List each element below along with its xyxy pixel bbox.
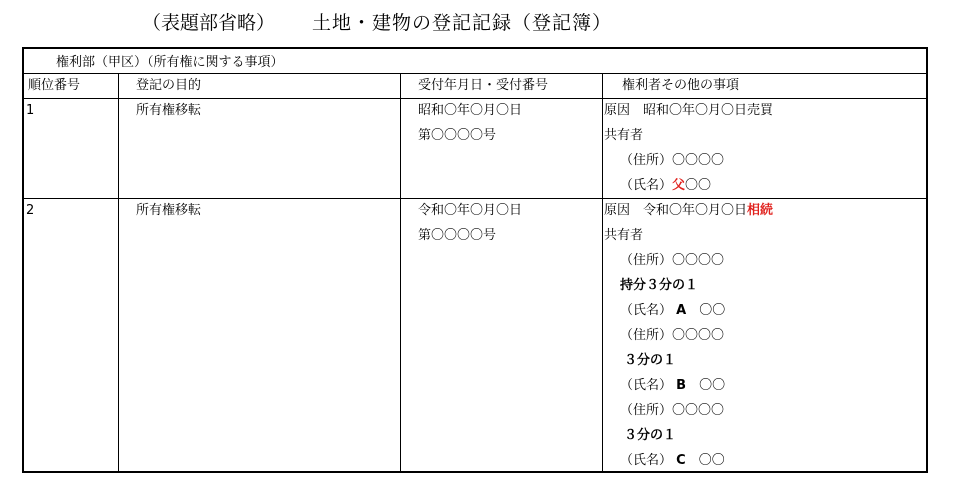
row2-co-owners: 共有者 [604, 228, 644, 243]
section-title: 権利部（甲区）（所有権に関する事項） [56, 55, 284, 70]
col-divider-1 [118, 73, 119, 471]
row2-name-2-label: （氏名） [620, 378, 673, 393]
row2-share-1: 持分３分の１ [620, 278, 699, 293]
row2-holder [604, 198, 773, 473]
row2-cause [604, 198, 773, 223]
row2-receipt-no: 第〇〇〇〇号 [418, 228, 497, 243]
row2-order: 2 [26, 203, 35, 218]
col-divider-2 [400, 73, 401, 471]
row1-name-red: 父 [672, 178, 686, 193]
row2-cause-red: 相続 [747, 203, 774, 218]
row2-receipt [418, 198, 522, 248]
row2-name-2-bold: B [676, 378, 687, 393]
row1-holder [604, 98, 773, 198]
row1-order: 1 [26, 103, 35, 118]
page-title: 土地・建物の登記記録（登記簿） [312, 12, 613, 34]
row1-name [604, 173, 773, 198]
row1-address: （住所）〇〇〇〇 [620, 153, 725, 168]
row2-name-3-label: （氏名） [620, 453, 673, 468]
column-header-holder: 権利者その他の事項 [622, 78, 740, 93]
row2-name-1-rest: 〇〇 [699, 303, 726, 318]
row1-name-rest: 〇〇 [685, 178, 712, 193]
row2-address-3: （住所）〇〇〇〇 [620, 403, 725, 418]
header-note: （表題部省略） [142, 12, 276, 34]
row2-name-2-rest: 〇〇 [699, 378, 726, 393]
row1-co-owners: 共有者 [604, 128, 644, 143]
registry-table [22, 47, 928, 473]
row1-cause: 原因 昭和〇年〇月〇日売買 [604, 103, 774, 118]
row1-receipt-date: 昭和〇年〇月〇日 [418, 103, 523, 118]
row2-name-3-rest: 〇〇 [698, 453, 725, 468]
row2-address-1: （住所）〇〇〇〇 [620, 253, 725, 268]
row2-name-2 [604, 373, 773, 398]
row2-name-1-label: （氏名） [620, 303, 673, 318]
column-header-order: 順位番号 [28, 78, 81, 93]
row2-name-1-bold: A [676, 303, 687, 318]
row2-name-3-bold: C [676, 453, 686, 468]
column-header-purpose: 登記の目的 [136, 78, 202, 93]
row1-purpose: 所有権移転 [136, 103, 202, 118]
row1-receipt [418, 98, 522, 148]
row2-address-2: （住所）〇〇〇〇 [620, 328, 725, 343]
row2-name-3 [604, 448, 773, 473]
row2-cause-prefix: 原因 令和〇年〇月〇日 [604, 203, 748, 218]
row2-receipt-date: 令和〇年〇月〇日 [418, 203, 523, 218]
row2-purpose: 所有権移転 [136, 203, 202, 218]
row2-name-1 [604, 298, 773, 323]
col-divider-3 [602, 73, 603, 471]
row1-name-label: （氏名） [620, 178, 673, 193]
row2-share-2: ３分の１ [624, 353, 677, 368]
row1-receipt-no: 第〇〇〇〇号 [418, 128, 497, 143]
column-header-receipt: 受付年月日・受付番号 [418, 78, 549, 93]
row2-share-3: ３分の１ [624, 428, 677, 443]
